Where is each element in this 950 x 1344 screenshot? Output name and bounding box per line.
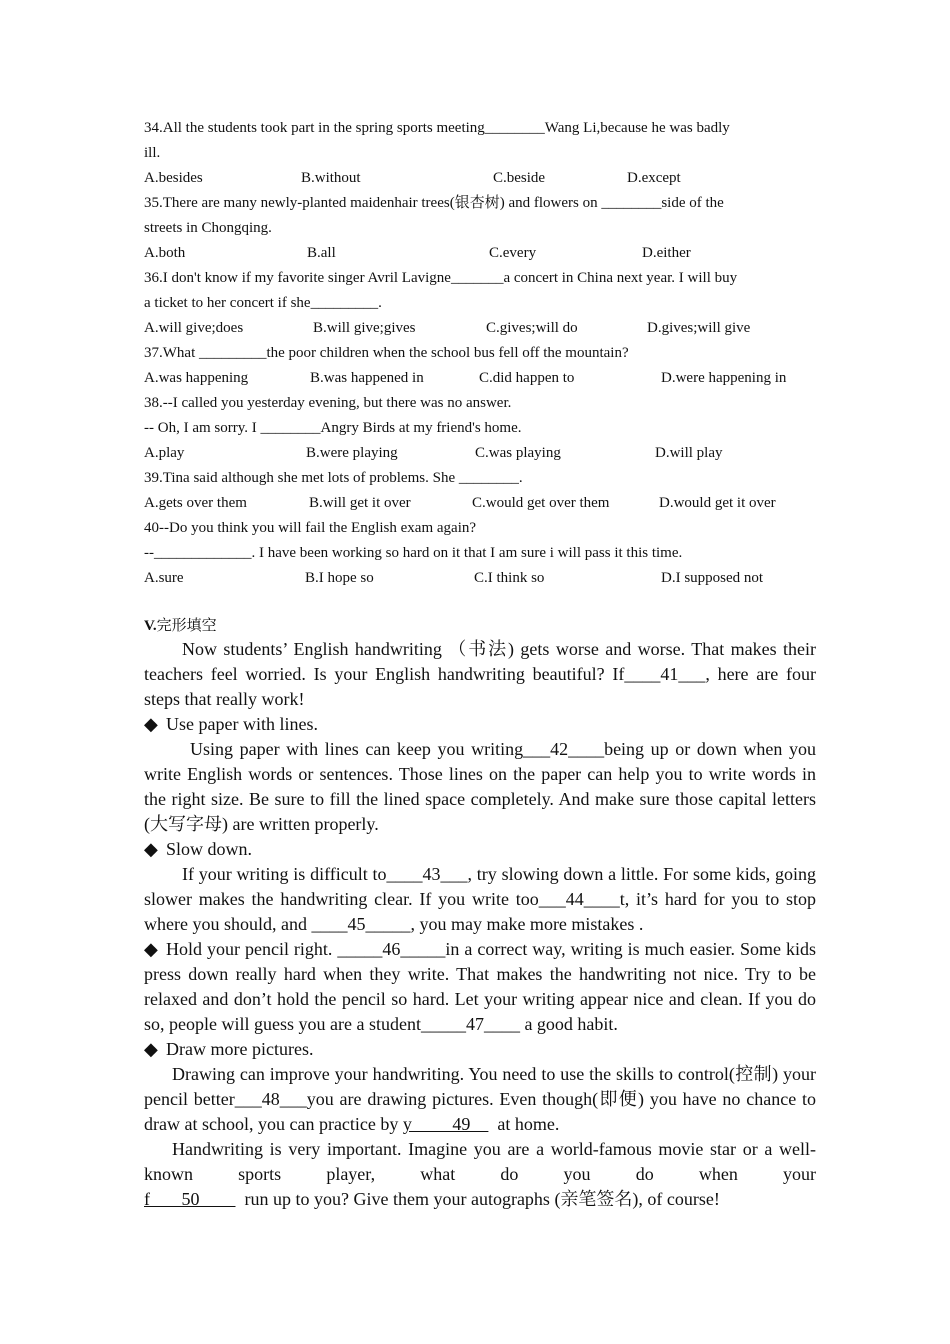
blank-50: f 50 [144,1189,236,1209]
paragraph-6-text-b: run up to you? Give them your autographs (亲笔签名), of course! [235,1189,720,1209]
bullet-4 [144,1037,313,1062]
question-35-stem-line1: 35.There are many newly-planted maidenhair trees(银杏树) and flowers on ________side of the [144,195,724,211]
question-36-stem-line1: 36.I don't know if my favorite singer Avril Lavigne_______a concert in China next year. I will buy [144,270,738,286]
bullet-1-text: Use paper with lines. [166,714,318,734]
question-40-option-b: B.I hope so [305,570,374,586]
question-38-option-b: B.were playing [306,445,398,461]
cloze-paragraph-2: Using paper with lines can keep you writing___42____being up or down when you write English words or sentences. Those lines on the paper can help you to write words in the right size. Be sure to fill the lined space completely. And make sure those capital letters (大写字母) are written properly. [144,739,816,834]
question-36-option-a: A.will give;does [144,320,244,336]
bullet-3-text: Hold your pencil right. _____46_____in a correct way, writing is much easier. Some kids press down really hard when they write. That makes the handwriting not nice. Try to be relaxed and don’t hold the pencil so hard. Let your writing appear nice and clean. If you do so, people will guess you are a student_____47____ a good habit. [144,939,816,1034]
question-38-option-a: A.play [144,445,185,461]
section-heading [144,614,217,639]
bullet-1 [144,712,318,737]
question-39-stem-line1: 39.Tina said although she met lots of problems. She ________. [144,470,523,486]
question-40-option-c: C.I think so [474,570,545,586]
paragraph-6-text-a: Handwriting is very important. Imagine you are a world-famous movie star or a well-known sports player, what do you do when your [144,1139,816,1184]
question-35-option-b: B.all [307,245,336,261]
question-36-option-d: D.gives;will give [647,320,751,336]
question-35-stem-line2: streets in Chongqing. [144,220,272,236]
question-34-option-b: B.without [301,170,361,186]
diamond-bullet-icon: ◆ [144,939,158,959]
question-36-option-c: C.gives;will do [486,320,578,336]
question-35-option-d: D.either [642,245,691,261]
question-37-option-d: D.were happening in [661,370,787,386]
question-38-stem-line1: 38.--I called you yesterday evening, but there was no answer. [144,395,512,411]
question-34-option-d: D.except [627,170,681,186]
bullet-2-text: Slow down. [166,839,253,859]
question-37-option-b: B.was happened in [310,370,424,386]
question-40-option-d: D.I supposed not [661,570,764,586]
question-40-option-a: A.sure [144,570,184,586]
question-39-option-d: D.would get it over [659,495,776,511]
question-38-option-c: C.was playing [475,445,561,461]
question-37-option-c: C.did happen to [479,370,575,386]
question-36-option-b: B.will give;gives [313,320,416,336]
blank-49: y 49 [402,1114,489,1134]
question-38-option-d: D.will play [655,445,723,461]
question-40-stem-line1: 40--Do you think you will fail the English exam again? [144,520,477,536]
diamond-bullet-icon: ◆ [144,714,158,734]
section-number: V. [144,618,157,634]
question-40-stem-line2: --_____________. I have been working so hard on it that I am sure i will pass it this time. [144,545,683,561]
cloze-paragraph-6 [144,1137,816,1212]
section-title: 完形填空 [156,618,217,634]
paragraph-5-text-b: at home. [488,1114,560,1134]
question-35-option-a: A.both [144,245,186,261]
question-39-option-a: A.gets over them [144,495,247,511]
cloze-paragraph-4 [144,937,816,1037]
paragraph-5-text-a: Drawing can improve your handwriting. You need to use the skills to control(控制) your pencil better___48___you are drawing pictures. Even though(即便) you have no chance to draw at school, you can practice by [144,1064,816,1134]
bullet-4-text: Draw more pictures. [166,1039,314,1059]
question-37-stem-line1: 37.What _________the poor children when the school bus fell off the mountain? [144,345,629,361]
question-35-option-c: C.every [489,245,537,261]
cloze-paragraph-3: If your writing is difficult to____43___, try slowing down a little. For some kids, going slower makes the handwriting clear. If you write too___44____t, it’s hard for you to stop where you should, and ____45_____, you may make more mistakes . [144,864,816,934]
question-38-stem-line2: -- Oh, I am sorry. I ________Angry Birds at my friend's home. [144,420,522,436]
question-34-option-a: A.besides [144,170,203,186]
question-39-option-c: C.would get over them [472,495,610,511]
question-34-stem-line1: 34.All the students took part in the spring sports meeting________Wang Li,because he was badly [144,120,730,136]
cloze-paragraph-5 [144,1062,816,1137]
cloze-paragraph-1: Now students’ English handwriting （书法) gets worse and worse. That makes their teachers feel worried. Is your English handwriting beautiful? If____41___, here are four steps that really work! [144,639,816,709]
diamond-bullet-icon: ◆ [144,1039,158,1059]
question-39-option-b: B.will get it over [309,495,411,511]
question-36-stem-line2: a ticket to her concert if she_________. [144,295,382,311]
question-34-stem-line2: ill. [144,145,161,161]
bullet-2 [144,837,252,862]
question-34-option-c: C.beside [493,170,546,186]
diamond-bullet-icon: ◆ [144,839,158,859]
question-37-option-a: A.was happening [144,370,249,386]
